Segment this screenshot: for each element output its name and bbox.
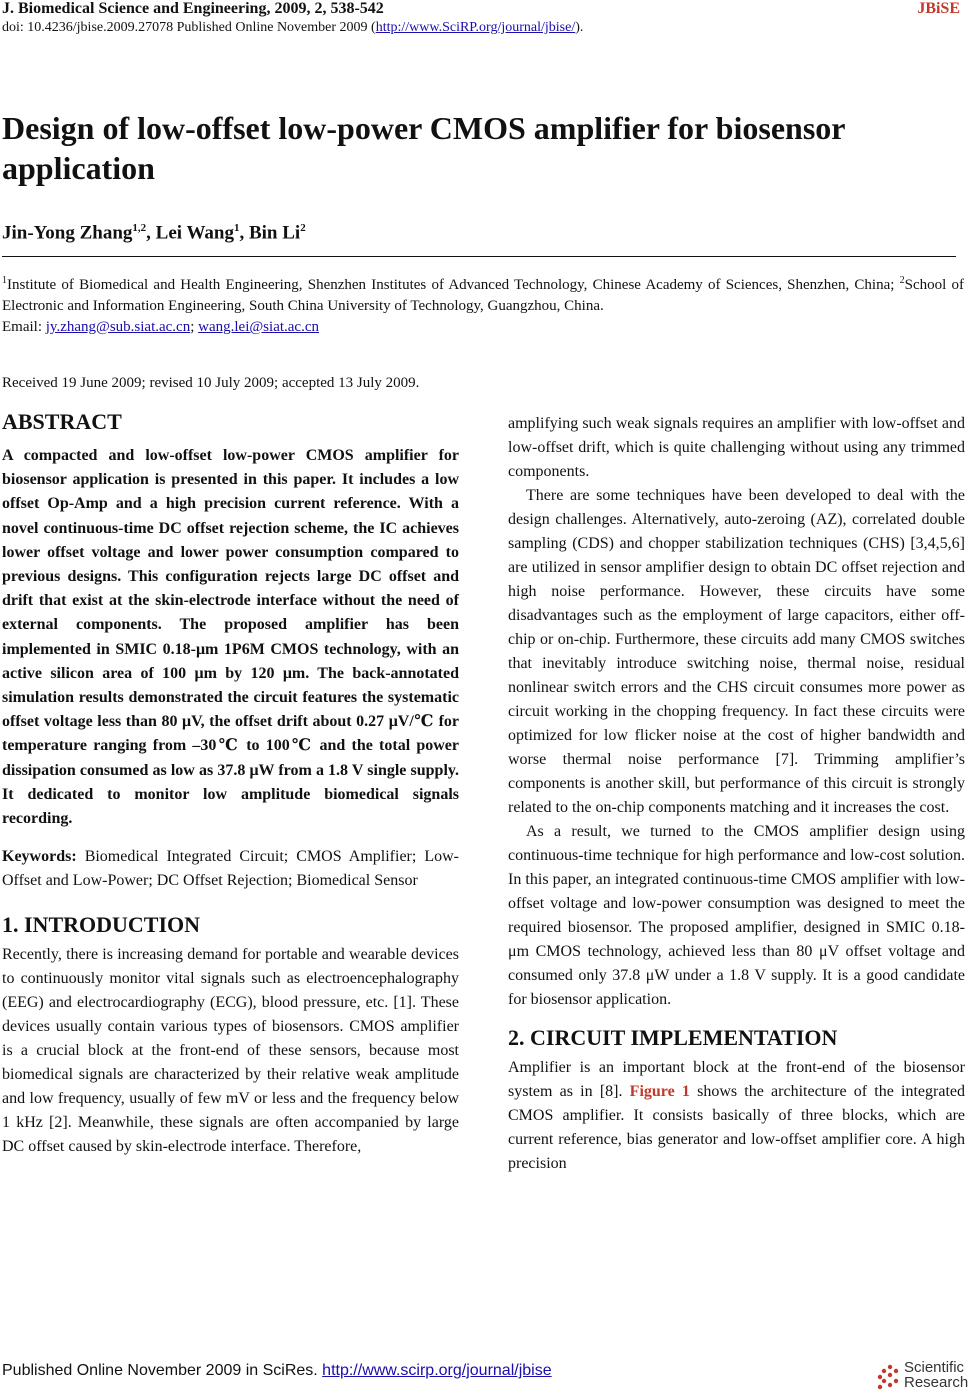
author-sep: ,	[146, 222, 156, 244]
footer	[2, 1362, 552, 1380]
affiliations	[2, 270, 964, 338]
paper-title: Design of low-offset low-power CMOS amplifier for biosensor application	[2, 110, 845, 186]
affil-1: Institute of Biomedical and Health Engineering, Shenzhen Institutes of Advanced Technology, Chinese Academy of Sciences, Shenzhen, China;	[7, 277, 900, 293]
logo-wordmark	[904, 1360, 968, 1390]
circuit-text: Amplifier is an important block at the front-end of the biosensor system as in [8].	[508, 1059, 965, 1100]
circuit-text: shows the architecture of the integrated CMOS amplifier. It consists basically of three blocks, which are current reference, bias generator and low-offset amplifier core. A high precision	[508, 1083, 965, 1172]
doi-link[interactable]: http://www.SciRP.org/journal/jbise/	[375, 20, 576, 35]
scientific-research-logo-icon	[874, 1362, 904, 1392]
doi-line	[2, 20, 583, 36]
email-link[interactable]: jy.zhang@sub.siat.ac.cn	[45, 319, 191, 335]
logo-line: Research	[904, 1374, 968, 1391]
abstract-heading: ABSTRACT	[2, 409, 122, 434]
journal-header: J. Biomedical Science and Engineering, 2009, 2, 538-542	[2, 0, 384, 17]
doi-suffix: ).	[575, 20, 584, 35]
abstract-body: A compacted and low-offset low-power CMOS amplifier for biosensor application is presented in this paper. It includes a low offset Op-Amp and a high precision current reference. With a novel continuous-time DC offset rejection scheme, the IC achieves lower offset voltage and lower power consumption compared to previous designs. This configuration rejects large DC offset and drift that exist at the skin-electrode interface without the need of external components. The proposed amplifier has been implemented in SMIC 0.18-μm 1P6M CMOS technology, with an active silicon area of 100 μm by 120 μm. The back-annotated simulation results demonstrated the circuit features the systematic offset voltage less than 80 μV, the offset drift about 0.27 μV/℃ for temperature ranging from –30℃ to 100℃ and the total power dissipation consumed as low as 37.8 μW from a 1.8 V single supply. It dedicated to monitor low amplitude biomedical signals recording.	[2, 447, 459, 828]
title-divider	[2, 256, 956, 257]
circuit-heading: 2. CIRCUIT IMPLEMENTATION	[508, 1025, 838, 1050]
email-label: Email:	[2, 319, 46, 335]
keywords-text: Biomedical Integrated Circuit; CMOS Amplifier; Low-Offset and Low-Power; DC Offset Rejection; Biomedical Sensor	[2, 848, 459, 890]
email-link[interactable]: wang.lei@siat.ac.cn	[198, 319, 319, 335]
journal-brand: JBiSE	[917, 0, 960, 17]
intro-paragraph: Recently, there is increasing demand for portable and wearable devices to continuously monitor vital signals such as electroencephalography (EEG) and electrocardiography (ECG), blood pressure, etc. [1]. These devices usually contain various types of biosensors. CMOS amplifier is a crucial block at the front-end of these sensors, because most biomedical signals are characterized by their relative weak amplitude and low frequency, usually of few mV or less and the frequency below 1 kHz [2]. Meanwhile, these signals are often accompanied by large DC offset caused by skin-electrode interface. Therefore,	[2, 946, 459, 1156]
author-affil-sup: 1	[233, 222, 240, 234]
author-affil-sup: 2	[300, 222, 306, 234]
affil-sup: 1	[2, 275, 7, 286]
intro-paragraph: There are some techniques have been developed to deal with the design challenges. Alternatively, auto-zeroing (AZ), correlated double sampling (CDS) and chopper stabilization techniques (CHS) [3,4,5,6] are utilized in sensor amplifier design to obtain DC offset rejection and high noise performance. However, these circuits have some disadvantages such as the employment of large capacitors, either off-chip or on-chip. Furthermore, these circuits add many CMOS switches that inevitably introduce switching noise, thermal noise, residual nonlinear switch errors and the CHS circuit consumes more power as circuit working in the chopping frequency. In fact these circuits were optimized for low flicker noise at the cost of higher bandwidth and worse thermal noise performance [7]. Trimming amplifier’s components is another skill, but performance of this circuit is strongly related to the on-chip components matching and it increases the cost.	[508, 487, 965, 816]
author-affil-sup: 1,2	[132, 222, 147, 234]
keywords	[2, 845, 459, 893]
author-name: Jin-Yong Zhang	[2, 222, 133, 244]
affiliation-text	[2, 270, 964, 317]
author-list	[2, 222, 306, 244]
affil-sup: 2	[899, 275, 905, 286]
figure-reference-link[interactable]: Figure 1	[629, 1083, 690, 1100]
author-name: Bin Li	[248, 222, 301, 244]
circuit-paragraph	[508, 1056, 965, 1176]
email-line	[2, 317, 964, 338]
affil-2: School of Electronic and Information Engineering, South China University of Technology, Guangzhou, China.	[2, 277, 964, 314]
footer-link[interactable]: http://www.scirp.org/journal/jbise	[322, 1362, 552, 1379]
author-sep: ,	[239, 222, 249, 244]
right-column	[508, 412, 965, 1176]
left-column	[2, 404, 459, 1159]
keywords-label: Keywords:	[2, 848, 77, 866]
intro-heading: 1. INTRODUCTION	[2, 912, 201, 938]
doi-text: doi: 10.4236/jbise.2009.27078 Published Online November 2009 (	[2, 20, 376, 35]
footer-text: Published Online November 2009 in SciRes.	[2, 1362, 323, 1379]
intro-paragraph: As a result, we turned to the CMOS amplifier design using continuous-time technique for high performance and low-cost solution. In this paper, an integrated continuous-time CMOS amplifier with low-offset voltage and low-power consumption was designed to meet the required biosensor. The proposed amplifier, designed in SMIC 0.18-μm CMOS technology, achieved less than 80 μV offset voltage and consumed only 37.8 μW under a 1.8 V supply. It is a good candidate for biosensor application.	[508, 823, 965, 1008]
intro-paragraph-cont: amplifying such weak signals requires an amplifier with low-offset and low-offset drift, which is quite challenging without using any trimmed components.	[508, 415, 965, 480]
email-sep: ;	[190, 319, 199, 335]
publisher-logo	[874, 1360, 966, 1394]
logo-line: Scientific	[904, 1359, 965, 1376]
author-name: Lei Wang	[155, 222, 234, 244]
received-dates: Received 19 June 2009; revised 10 July 2009; accepted 13 July 2009.	[2, 375, 420, 391]
